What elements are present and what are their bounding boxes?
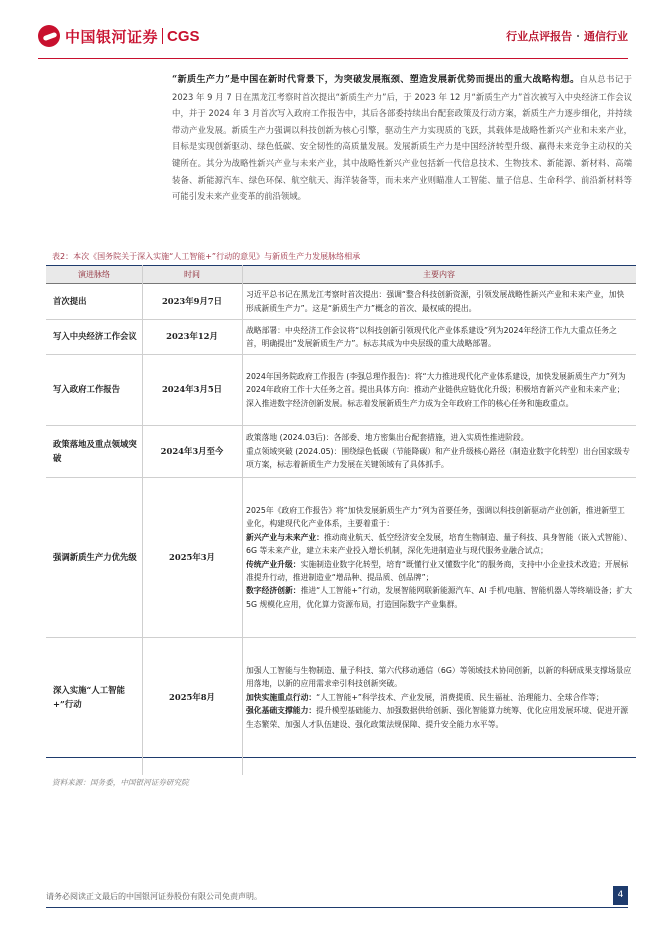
row-time: 2023年9月7日 [142, 284, 242, 320]
row-stage [46, 638, 142, 758]
row-content: 习近平总书记在黑龙江考察时首次提出：强调“整合科技创新资源，引领发展战略性新兴产业和未来产业，加快形成新质生产力”。这是“新质生产力”概念的首次、最权威的提出。 [242, 284, 636, 320]
row-content [242, 638, 636, 758]
content-intro: 2025年《政府工作报告》将“加快发展新质生产力”列为首要任务，强调以科技创新驱动产业创新，推进新型工业化，构建现代化产业体系，主要着重于： [246, 505, 625, 529]
point-label: 数字经济创新： [246, 586, 301, 596]
point-text: 推动商业航天、低空经济安全发展，培育生物制造、量子科技、具身智能（嵌入式智能）、6G 等未来产业，建立未来产业投入增长机制，深化先进制造业与现代服务业融合试点； [246, 532, 632, 556]
policy-timeline-table [46, 265, 636, 758]
content-line: 政策落地 (2024.03后)：各部委、地方密集出台配套措施，进入实质性推进阶段。 [246, 433, 529, 443]
row-stage: 写入政府工作报告 [46, 355, 142, 426]
content-point [246, 584, 632, 611]
table-row [46, 638, 636, 758]
table-row [46, 426, 636, 478]
table-row [46, 355, 636, 426]
row-content: 2024年国务院政府工作报告 (李强总理作报告)：将“大力推进现代化产业体系建设，加快发展新质生产力”列为2024年政府工作十大任务之首。提出具体方向：推动产业链供应链优化升级；积极培育新兴产业和未来产业；深入推进数字经济创新发展。标志着发展新质生产力成为全年政府工作的核心任务和施政重点。 [242, 355, 636, 426]
point-text: 实施制造业数字化转型，培育“既懂行业又懂数字化”的服务商，支持中小企业技术改造；开展标准提升行动，推进制造业“增品种、提品质、创品牌”； [246, 559, 629, 582]
logo-emblem-icon [38, 25, 60, 47]
content-point [246, 691, 632, 704]
stage-line: 深入实施“人工智能 [53, 685, 125, 696]
source-note: 资料来源：国务委，中国银河证券研究院 [52, 778, 189, 787]
row-stage: 强调新质生产力优先级 [46, 478, 142, 638]
separator-dot: · [576, 30, 580, 43]
row-content [242, 426, 636, 478]
logo-en-text: CGS [167, 27, 200, 45]
content-intro: 加强人工智能与生物制造、量子科技、第六代移动通信（6G）等领域技术协同创新，以新的科研成果支撑场景应用落地，以新的应用需求牵引科技创新突破。 [246, 665, 632, 689]
report-type [506, 28, 628, 44]
footer-disclaimer: 请务必阅读正文最后的中国银河证券股份有限公司免责声明。 [46, 892, 262, 901]
row-time: 2024年3月5日 [142, 355, 242, 426]
row-time: 2024年3月至今 [142, 426, 242, 478]
header-divider [38, 58, 628, 59]
header-time: 时间 [142, 266, 242, 284]
point-label: 强化基础支撑能力： [246, 706, 317, 716]
column-divider [242, 265, 243, 775]
header-content: 主要内容 [242, 266, 636, 284]
point-label: 加快实施重点行动： [246, 692, 317, 702]
footer-divider [46, 907, 628, 908]
stage-line: +”行动 [53, 698, 82, 709]
table-row [46, 478, 636, 638]
point-label: 新兴产业与未来产业： [246, 532, 324, 542]
row-content [242, 478, 636, 638]
logo-cn-text: 中国银河证券 [65, 27, 159, 46]
logo-separator [162, 28, 163, 44]
intro-lead: “新质生产力”是中国在新时代背景下，为突破发展瓶颈、塑造发展新优势而提出的重大战略构想。 [172, 75, 580, 85]
report-type-label: 行业点评报告 [506, 30, 573, 43]
table-caption: 表2：本次《国务院关于深入实施“人工智能+”行动的意见》与新质生产力发展脉络相承 [52, 252, 361, 261]
company-logo [38, 25, 200, 47]
point-text: 提升模型基础能力、加强数据供给创新、强化智能算力统筹、优化应用发展环境、促进开源生态繁荣、加强人才队伍建设、强化政策法规保障、提升安全能力水平等。 [246, 706, 629, 729]
point-label: 传统产业升级： [246, 559, 301, 569]
point-text: 推进“人工智能+”行动，发展智能网联新能源汽车、AI 手机/电脑、智能机器人等终端设备；扩大 5G 规模化应用，优化算力资源布局，打造国际数字产业集群。 [246, 586, 633, 609]
row-content: 战略部署：中央经济工作会议将“以科技创新引领现代化产业体系建设”列为2024年经济工作九大重点任务之首，明确提出“发展新质生产力”。标志其成为中央层级的重大战略部署。 [242, 320, 636, 355]
page-number: 4 [613, 886, 628, 905]
row-time: 2025年3月 [142, 478, 242, 638]
intro-body: 自从总书记于 2023 年 9 月 7 日在黑龙江考察时首次提出“新质生产力”后，于 2023 年 12 月“新质生产力”首次被写入中央经济工作会议中，并于 2024 年 3 月首次写入政府工作报告中，其后各部委持续出台配套政策及行动方案，新质生产力逐步细化，并持续带动产业发展。新质生产力强调以科技创新为核心引擎，驱动生产力实现质的飞跃，其载体是战略性新兴产业和未来产业，目标是实现创新驱动、绿色低碳、安全韧性的高质量发展。发展新质生产力是中国经济转型升级、赢得未来竞争主动权的关键所在。其分为战略性新兴产业与未来产业，其中战略性新兴产业包括新一代信息技术、生物技术、新能源、新材料、高端装备、新能源汽车、绿色环保、航空航天、海洋装备等，而未来产业则瞄准人工智能、量子信息、生命科学、前沿新材料等可能引发未来产业变革的前沿领域。 [172, 74, 633, 202]
point-text: “人工智能+”科学技术、产业发展，消费提质、民生福祉、治理能力、全球合作等； [316, 692, 604, 702]
row-stage: 政策落地及重点领域突破 [46, 426, 142, 478]
column-divider [142, 265, 143, 775]
row-stage: 写入中央经济工作会议 [46, 320, 142, 355]
content-point [246, 531, 632, 558]
content-point [246, 704, 632, 731]
header-stage: 演进脉络 [46, 266, 142, 284]
row-time: 2025年8月 [142, 638, 242, 758]
row-time: 2023年12月 [142, 320, 242, 355]
row-stage: 首次提出 [46, 284, 142, 320]
industry-label: 通信行业 [584, 30, 628, 43]
table-row [46, 320, 636, 355]
content-line: 重点领域突破 (2024.05)：围绕绿色低碳（节能降碳）和产业升级核心路径（制造业数字化转型）出台国家级专项方案，标志着新质生产力发展在关键领域有了具体抓手。 [246, 446, 630, 470]
intro-paragraph [172, 71, 632, 205]
table-header-row [46, 266, 636, 284]
page-header [0, 0, 662, 62]
table-row [46, 284, 636, 320]
content-point [246, 558, 632, 585]
